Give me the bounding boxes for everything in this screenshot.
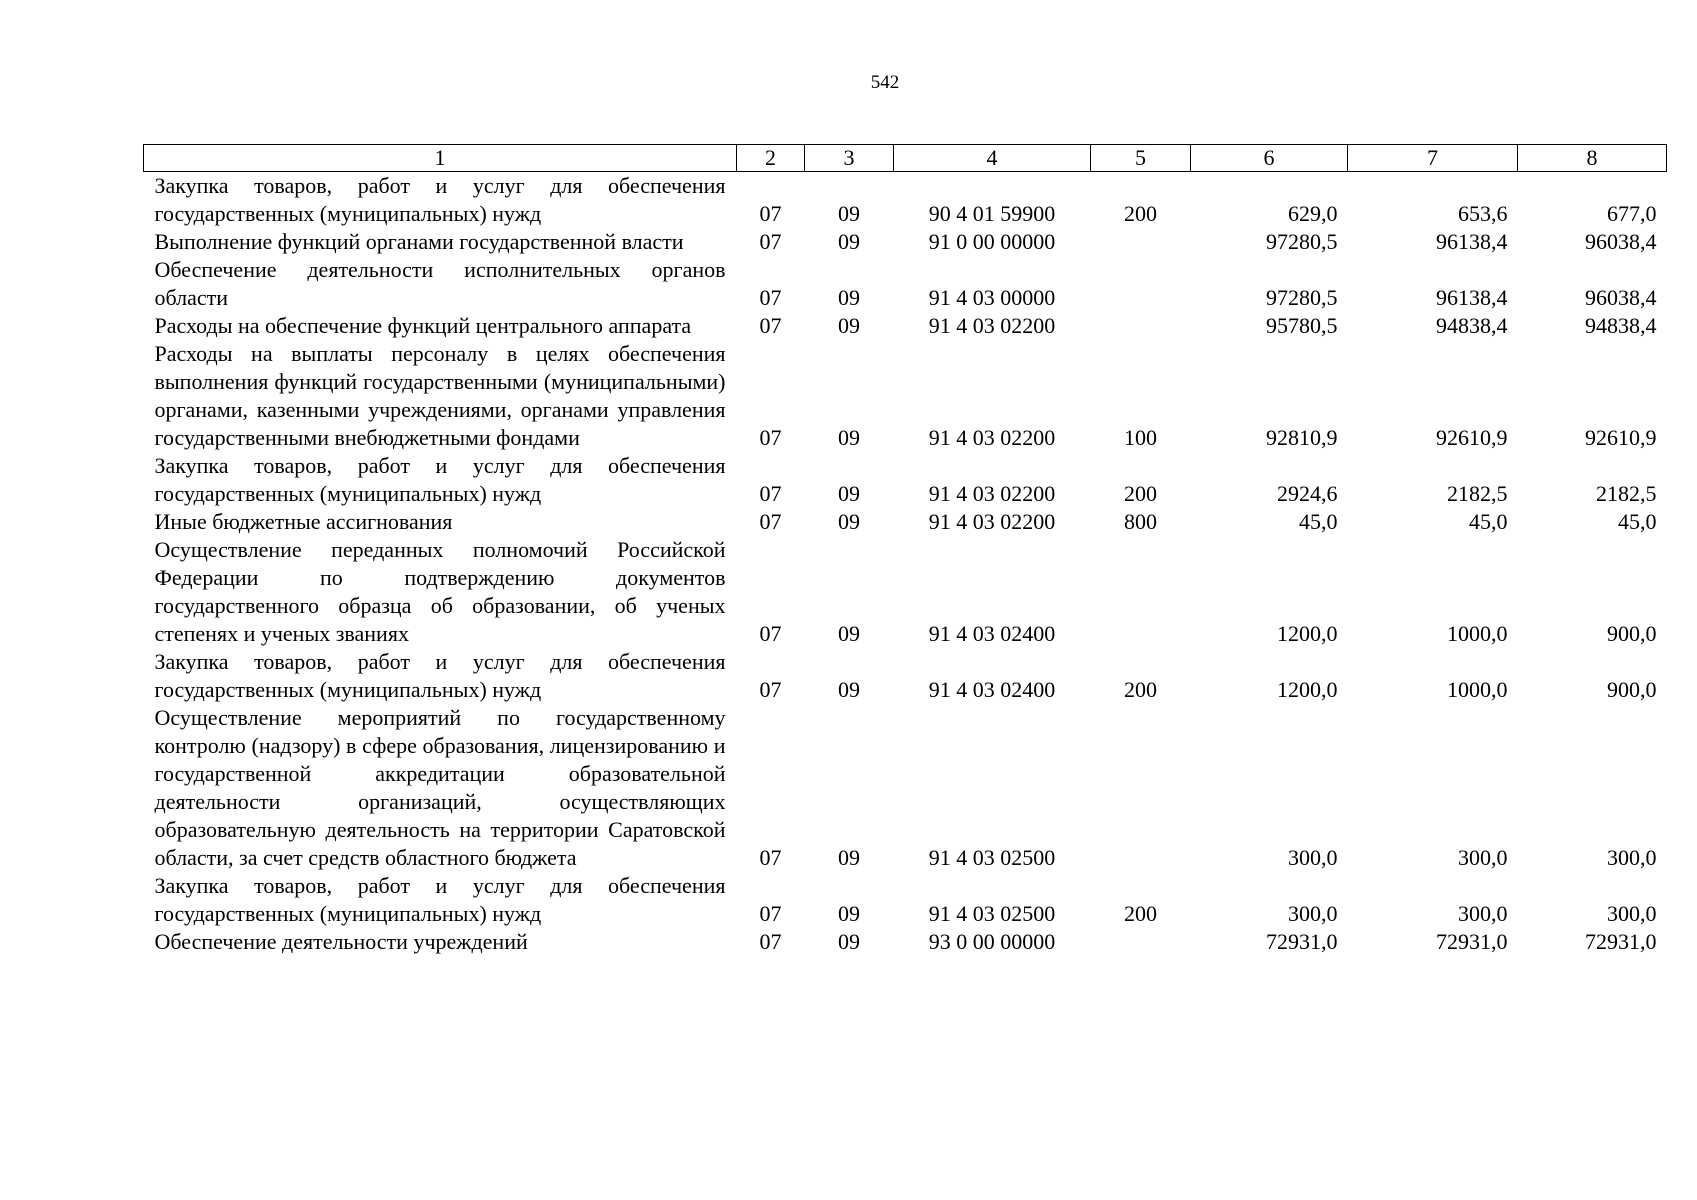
section-code: 07 [759,901,782,926]
expense-type-code: 200 [1124,901,1157,926]
amount-col-6: 95780,5 [1266,313,1338,338]
expense-type-code [1091,536,1191,648]
section-code: 07 [759,929,782,954]
target-article-code: 90 4 01 59900 [928,201,1056,226]
amount-col-6: 97280,5 [1266,285,1338,310]
amount-col-7: 653,6 [1458,201,1508,226]
amount-col-7: 96138,4 [1436,285,1508,310]
table-row [144,508,1667,536]
table-row [144,872,1667,928]
subsection-code: 09 [838,285,860,310]
subsection-code: 09 [838,901,860,926]
row-description: Обеспечение деятельности учреждений [154,929,528,954]
section-code: 07 [759,201,782,226]
target-article-code: 91 4 03 02200 [928,425,1056,450]
section-code: 07 [759,285,782,310]
amount-col-8: 900,0 [1607,621,1657,646]
subsection-code: 09 [838,621,860,646]
expense-type-code: 200 [1124,201,1157,226]
row-description: Закупка товаров, работ и услуг для обеспечения государственных (муниципальных) нужд [154,453,726,506]
amount-col-7: 45,0 [1469,509,1508,534]
table-row [144,648,1667,704]
row-description: Расходы на выплаты персоналу в целях обеспечения выполнения функций государственными (муниципальными) органами, казенными учреждениями, органами управления государственными внебюджетными фондами [154,341,726,450]
amount-col-6: 45,0 [1299,509,1338,534]
row-description: Расходы на обеспечение функций центрального аппарата [154,313,692,338]
amount-col-8: 94838,4 [1585,313,1657,338]
subsection-code: 09 [838,201,860,226]
table-row [144,452,1667,508]
amount-col-6: 1200,0 [1277,677,1338,702]
page-number: 542 [870,72,900,93]
subsection-code: 09 [838,313,860,338]
target-article-code: 91 4 03 02200 [928,509,1056,534]
amount-col-8: 72931,0 [1585,929,1657,954]
section-code: 07 [759,481,782,506]
amount-col-6: 2924,6 [1277,481,1338,506]
column-header-1: 1 [144,145,737,172]
subsection-code: 09 [838,929,860,954]
amount-col-8: 900,0 [1607,677,1657,702]
amount-col-7: 94838,4 [1436,313,1508,338]
target-article-code: 91 4 03 02200 [928,313,1056,338]
amount-col-8: 300,0 [1607,901,1657,926]
column-header-4: 4 [894,145,1091,172]
table-row [144,536,1667,648]
subsection-code: 09 [838,509,860,534]
expense-type-code: 800 [1124,509,1157,534]
amount-col-8: 2182,5 [1596,481,1657,506]
section-code: 07 [759,621,782,646]
expense-type-code: 200 [1124,677,1157,702]
table-row [144,704,1667,872]
amount-col-8: 96038,4 [1585,285,1657,310]
row-description: Осуществление мероприятий по государственному контролю (надзору) в сфере образования, лицензированию и государственной аккредитации образовательной деятельности организаций, осуществляющих образовательную деятельность на территории Саратовской области, за счет средств областного бюджета [154,705,726,870]
column-header-8: 8 [1518,145,1667,172]
target-article-code: 93 0 00 00000 [928,929,1056,954]
expense-type-code [1091,928,1191,956]
amount-col-7: 300,0 [1458,901,1508,926]
amount-col-6: 629,0 [1288,201,1338,226]
row-description: Обеспечение деятельности исполнительных органов области [154,257,726,310]
expense-type-code [1091,704,1191,872]
table-header-row [144,145,1667,172]
target-article-code: 91 4 03 02400 [928,677,1056,702]
target-article-code: 91 4 03 02500 [928,901,1056,926]
amount-col-7: 96138,4 [1436,229,1508,254]
target-article-code: 91 4 03 02500 [928,845,1056,870]
target-article-code: 91 0 00 00000 [928,229,1056,254]
row-description: Выполнение функций органами государственной власти [154,229,684,254]
row-description: Осуществление переданных полномочий Российской Федерации по подтверждению документов государственного образца об образовании, об ученых степенях и ученых званиях [154,537,726,646]
amount-col-7: 72931,0 [1436,929,1508,954]
column-header-3: 3 [805,145,894,172]
section-code: 07 [759,845,782,870]
amount-col-7: 2182,5 [1447,481,1508,506]
expense-type-code [1091,312,1191,340]
amount-col-6: 97280,5 [1266,229,1338,254]
target-article-code: 91 4 03 02400 [928,621,1056,646]
subsection-code: 09 [838,677,860,702]
section-code: 07 [759,425,782,450]
subsection-code: 09 [838,229,860,254]
row-description: Закупка товаров, работ и услуг для обеспечения государственных (муниципальных) нужд [154,873,726,926]
row-description: Закупка товаров, работ и услуг для обеспечения государственных (муниципальных) нужд [154,173,726,226]
amount-col-8: 92610,9 [1585,425,1657,450]
section-code: 07 [759,677,782,702]
expense-type-code: 200 [1124,481,1157,506]
table-row [144,256,1667,312]
amount-col-6: 72931,0 [1266,929,1338,954]
expense-type-code [1091,228,1191,256]
column-header-5: 5 [1091,145,1191,172]
target-article-code: 91 4 03 02200 [928,481,1056,506]
expense-type-code [1091,256,1191,312]
table-row [144,928,1667,956]
row-description: Закупка товаров, работ и услуг для обеспечения государственных (муниципальных) нужд [154,649,726,702]
column-header-2: 2 [737,145,805,172]
amount-col-6: 92810,9 [1266,425,1338,450]
amount-col-6: 300,0 [1288,901,1338,926]
table-row [144,312,1667,340]
table-row [144,228,1667,256]
expense-type-code: 100 [1124,425,1157,450]
column-header-6: 6 [1191,145,1348,172]
section-code: 07 [759,509,782,534]
subsection-code: 09 [838,481,860,506]
amount-col-6: 1200,0 [1277,621,1338,646]
amount-col-7: 300,0 [1458,845,1508,870]
amount-col-7: 1000,0 [1447,677,1508,702]
table-row [144,172,1667,229]
amount-col-8: 45,0 [1618,509,1657,534]
amount-col-8: 96038,4 [1585,229,1657,254]
table-row [144,340,1667,452]
subsection-code: 09 [838,845,860,870]
amount-col-6: 300,0 [1288,845,1338,870]
row-description: Иные бюджетные ассигнования [154,509,453,534]
section-code: 07 [759,229,782,254]
amount-col-7: 92610,9 [1436,425,1508,450]
amount-col-8: 300,0 [1607,845,1657,870]
subsection-code: 09 [838,425,860,450]
amount-col-8: 677,0 [1607,201,1657,226]
budget-table [143,144,1667,956]
amount-col-7: 1000,0 [1447,621,1508,646]
column-header-7: 7 [1348,145,1518,172]
target-article-code: 91 4 03 00000 [928,285,1056,310]
section-code: 07 [759,313,782,338]
